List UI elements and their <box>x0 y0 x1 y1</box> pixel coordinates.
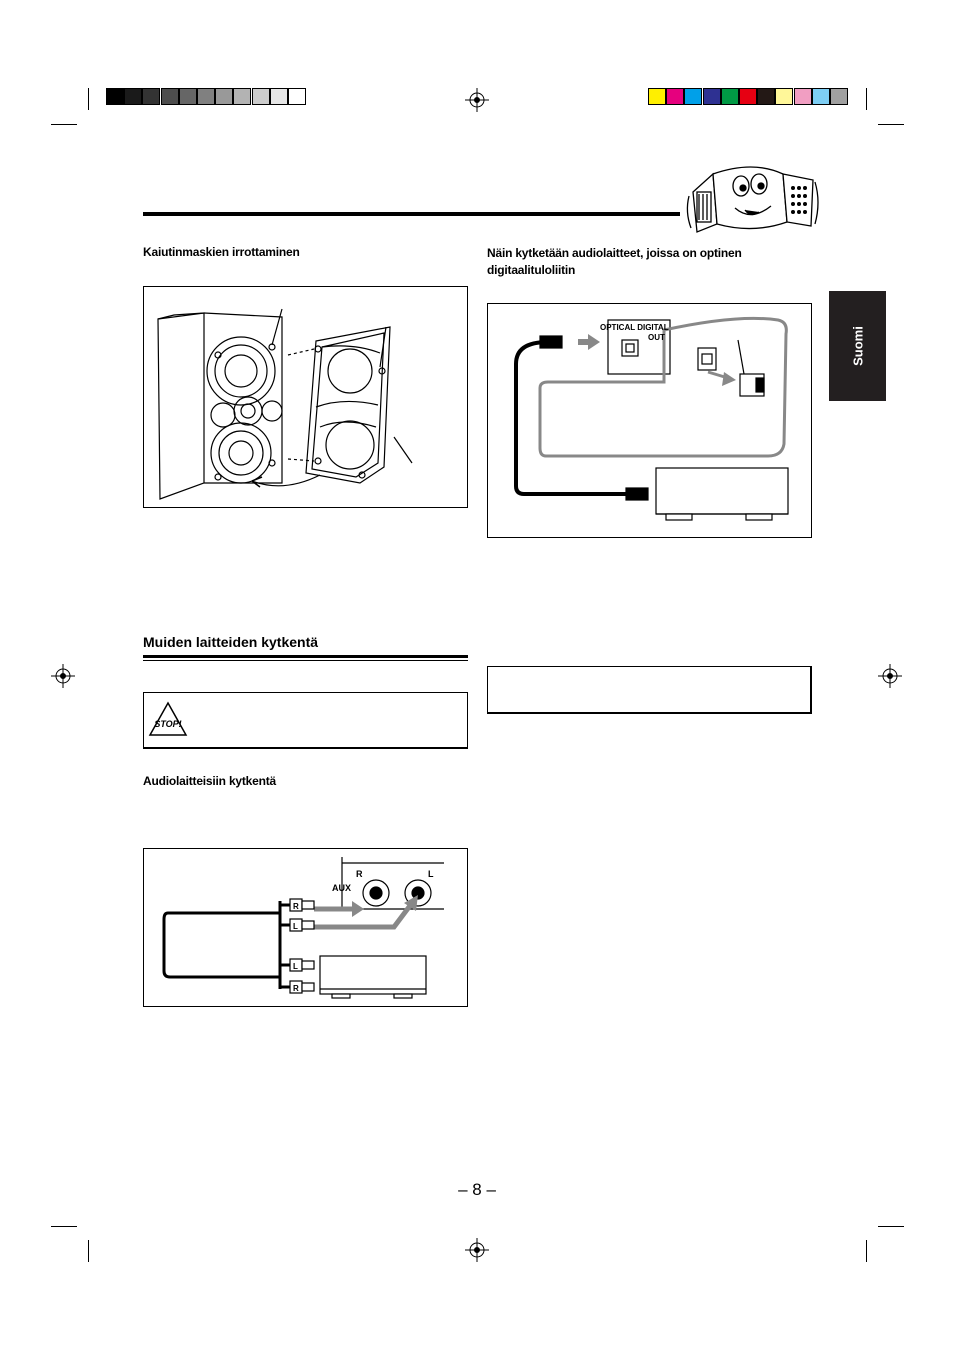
section-title-rule <box>143 655 468 658</box>
optical-connection-heading: Näin kytketään audiolaitteet, joissa on optinen digitaalituloliitin <box>487 246 742 277</box>
stop-icon-text: STOP! <box>154 719 182 729</box>
color-swatch <box>703 88 721 105</box>
color-swatch <box>739 88 757 105</box>
plug-r-label-top: R <box>293 902 299 911</box>
language-tab-label: Suomi <box>850 326 865 366</box>
color-swatch <box>775 88 793 105</box>
color-swatch <box>830 88 848 105</box>
speaker-grille-illustration <box>144 287 467 507</box>
note-box <box>487 666 812 714</box>
gray-swatch <box>215 88 233 105</box>
color-swatch <box>721 88 739 105</box>
section-title-rule-thin <box>143 660 468 661</box>
gray-swatch <box>161 88 179 105</box>
color-swatch <box>812 88 830 105</box>
audio-connection-heading: Audiolaitteisiin kytkentä <box>143 774 277 788</box>
plug-r-label-bottom: R <box>293 984 299 993</box>
header-rule <box>143 212 680 216</box>
speaker-grille-diagram <box>143 286 468 508</box>
color-swatch <box>757 88 775 105</box>
gray-swatch <box>106 88 124 105</box>
optical-out-label: OUT <box>648 333 665 342</box>
optical-connection-illustration <box>488 304 811 537</box>
color-swatch <box>648 88 666 105</box>
gray-swatch <box>124 88 142 105</box>
color-swatch <box>666 88 684 105</box>
gray-swatch <box>288 88 306 105</box>
gray-swatch <box>142 88 160 105</box>
optical-digital-label: OPTICAL DIGITAL <box>600 323 669 332</box>
aux-l-label: L <box>428 869 434 879</box>
gray-swatch <box>179 88 197 105</box>
plug-l-label-top: L <box>293 922 298 931</box>
caution-box <box>143 692 468 749</box>
color-swatch <box>794 88 812 105</box>
accordion-mascot-icon <box>683 152 823 242</box>
language-tab <box>829 291 886 401</box>
aux-connection-diagram <box>143 848 468 1007</box>
aux-r-label: R <box>356 869 363 879</box>
gray-swatch <box>233 88 251 105</box>
page-number: – 8 – <box>458 1180 496 1199</box>
color-swatch <box>684 88 702 105</box>
gray-swatch <box>252 88 270 105</box>
gray-swatch <box>270 88 288 105</box>
speaker-grille-heading: Kaiutinmaskien irrottaminen <box>143 245 300 259</box>
section-title: Muiden laitteiden kytkentä <box>143 634 319 650</box>
gray-swatch <box>197 88 215 105</box>
aux-connection-illustration <box>144 849 467 1006</box>
stop-warning-icon <box>148 701 188 737</box>
aux-label: AUX <box>332 883 352 893</box>
plug-l-label-bottom: L <box>293 962 298 971</box>
optical-connection-diagram <box>487 303 812 538</box>
